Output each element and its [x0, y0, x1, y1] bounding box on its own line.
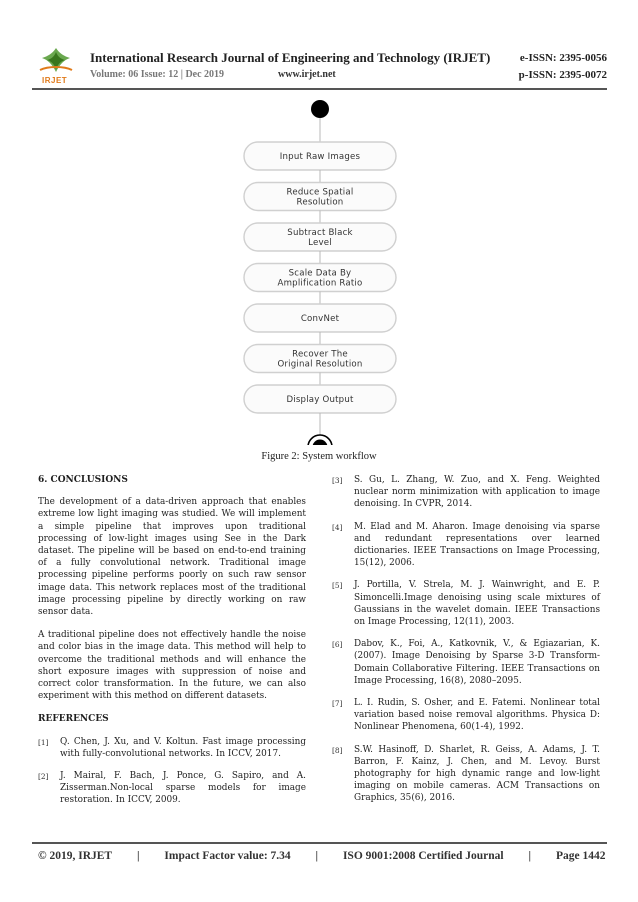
reference-text: Q. Chen, J. Xu, and V. Koltun. Fast image processing with fully-convolutional networks. In ICCV, 2017. [60, 736, 306, 759]
footer-separator: | [315, 850, 319, 862]
process-step-label: ConvNet [300, 314, 340, 324]
page-header [32, 46, 607, 86]
start-node [311, 100, 329, 118]
volume-issue: Volume: 06 Issue: 12 | Dec 2019 [90, 69, 225, 80]
process-step-label: Scale Data By [288, 268, 352, 279]
eissn: e-ISSN: 2395-0056 [519, 52, 607, 64]
conclusions-heading: 6. CONCLUSIONS [38, 475, 128, 485]
process-step-label: Input Raw Images [279, 152, 361, 162]
footer-divider [32, 842, 607, 844]
reference-number: [7] [332, 699, 343, 709]
footer-iso: ISO 9001:2008 Certified Journal [342, 850, 504, 862]
left-column [38, 474, 306, 817]
reference-item [332, 521, 600, 570]
reference-item [38, 736, 306, 760]
pissn: p-ISSN: 2395-0072 [518, 69, 607, 81]
reference-text: J. Mairal, F. Bach, J. Ponce, G. Sapiro, and A. Zisserman.Non-local sparse models for image restoration. In ICCV, 2009. [60, 771, 306, 806]
footer-impact-factor: Impact Factor value: 7.34 [164, 850, 291, 862]
reference-number: [1] [38, 737, 49, 747]
process-step-label: Resolution [296, 197, 344, 208]
irjet-logo-icon [36, 46, 76, 78]
figure-caption: Figure 2: System workflow [261, 451, 377, 462]
logo-text: IRJET [42, 76, 68, 85]
conclusions-paragraph-2: A traditional pipeline does not effectively handle the noise and color bias in the image data. This method will help to overcome the traditional methods and will enhance the short exposure images with suppression of noise and correct color transformation. In the future, we can also experiment with this method on different datasets. [38, 630, 306, 702]
process-step-label: Amplification Ratio [277, 278, 363, 289]
reference-text: J. Portilla, V. Strela, M. J. Wainwright, and E. P. Simoncelli.Image denoising using scale mixtures of Gaussians in the wavelet domain. IEEE Transactions on Image Processing, 12(11), 2003. [354, 580, 600, 628]
process-step-label: Subtract Black [287, 228, 353, 238]
reference-text: S. Gu, L. Zhang, W. Zuo, and X. Feng. Weighted nuclear norm minimization with application to image denoising. In CVPR, 2014. [354, 475, 600, 510]
reference-number: [5] [332, 581, 343, 591]
reference-number: [8] [332, 745, 343, 755]
right-column [332, 474, 600, 815]
reference-item [332, 744, 600, 805]
footer-copyright: © 2019, IRJET [38, 850, 113, 862]
reference-number: [4] [332, 522, 343, 532]
website-link[interactable]: www.irjet.net [278, 69, 336, 80]
footer-page-number: Page 1442 [555, 850, 606, 862]
process-step-label: Level [308, 238, 332, 248]
footer-separator: | [136, 850, 140, 862]
process-step-label: Reduce Spatial [286, 187, 354, 198]
reference-item [332, 474, 600, 511]
reference-number: [3] [332, 476, 343, 485]
process-step-label: Original Resolution [277, 359, 363, 370]
reference-item [38, 770, 306, 807]
process-step-label: Display Output [286, 395, 354, 405]
reference-number: [2] [38, 772, 49, 782]
page-footer [38, 850, 606, 862]
irjet-logo [36, 46, 76, 86]
workflow-svg [230, 95, 410, 445]
references-heading: REFERENCES [38, 714, 109, 725]
process-step-label: Recover The [292, 349, 348, 360]
reference-number: [6] [332, 640, 343, 650]
system-workflow-diagram [230, 95, 410, 445]
reference-item [332, 697, 600, 734]
conclusions-paragraph-1: The development of a data-driven approach that enables extreme low light imaging was studied. We will implement a simple pipeline that improves upon traditional processing of low-light images using See in the Dark dataset. The pipeline will be based on end-to-end training of a fully convolutional network. Traditional image processing pipeline performs poorly on such raw sensor image data. This network replaces most of the traditional image processing pipeline by directly working on raw sensor data. [38, 497, 306, 618]
reference-text: Dabov, K., Foi, A., Katkovnik, V., & Egiazarian, K. (2007). Image Denoising by Sparse 3-D Transform-Domain Collaborative Filtering. IEEE Transactions on Image Processing, 16(8), 2080–2095. [354, 639, 600, 686]
footer-separator: | [528, 850, 532, 862]
reference-text: S.W. Hasinoff, D. Sharlet, R. Geiss, A. Adams, J. T. Barron, F. Kainz, J. Chen, and M. Levoy. Burst photography for high dynamic range and low-light imaging on mobile cameras. ACM Transactions on Graphics, 35(6), 2016. [354, 744, 600, 804]
reference-text: M. Elad and M. Aharon. Image denoising via sparse and redundant representations over learned dictionaries. IEEE Transactions on Image Processing, 15(12), 2006. [354, 521, 600, 569]
reference-text: L. I. Rudin, S. Osher, and E. Fatemi. Nonlinear total variation based noise removal algorithms. Physica D: Nonlinear Phenomena, 60(1-4), 1992. [354, 698, 600, 733]
journal-title: International Research Journal of Engineering and Technology (IRJET) [90, 50, 491, 65]
reference-item [332, 638, 600, 687]
header-divider [32, 88, 607, 90]
reference-item [332, 579, 600, 628]
